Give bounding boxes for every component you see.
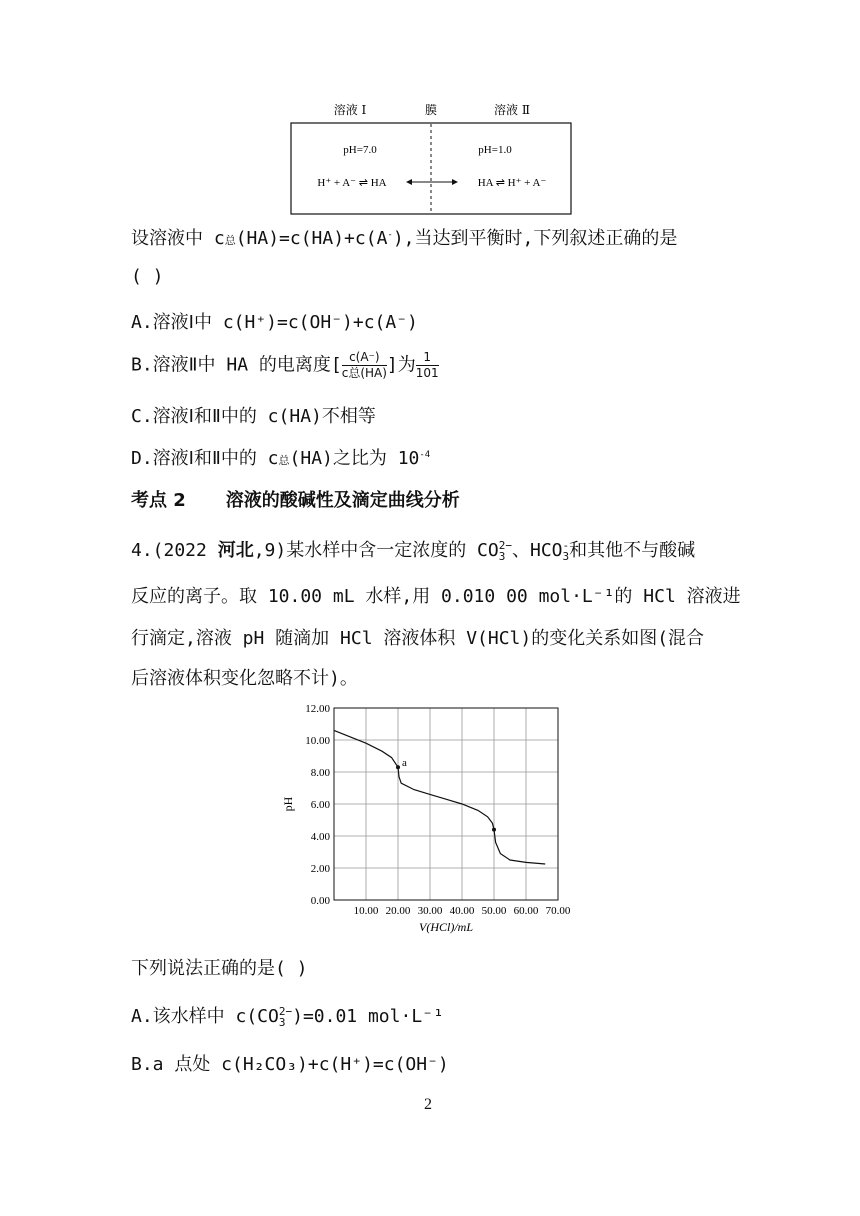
q4-line-4: 后溶液体积变化忽略不计)。 xyxy=(131,668,358,689)
y-axis-label: pH xyxy=(281,796,295,812)
label-solution-2: 溶液 Ⅱ xyxy=(494,103,530,117)
x-tick-label: 50.00 xyxy=(481,905,507,917)
y-tick-label: 4.00 xyxy=(310,831,330,843)
section-title: 溶液的酸碱性及滴定曲线分析 xyxy=(225,490,460,511)
y-tick-label: 12.00 xyxy=(305,703,330,715)
q4-line-3: 行滴定,溶液 pH 随滴加 HCl 溶液体积 V(HCl)的变化关系如图(混合 xyxy=(131,628,705,649)
q3-option-c: C.溶液Ⅰ和Ⅱ中的 c(HA)不相等 xyxy=(131,406,376,427)
data-point xyxy=(396,765,400,769)
y-tick-label: 10.00 xyxy=(305,735,330,747)
section-heading xyxy=(131,486,460,512)
value-fraction: $\frac{1}{101}$ xyxy=(415,350,439,380)
q3-stem: 设溶液中 c总(HA)=c(HA)+c(A-),当达到平衡时,下列叙述正确的是 xyxy=(131,228,678,249)
arrow-head-left xyxy=(406,179,412,185)
q3-option-a: A.溶液Ⅰ中 c(H⁺)=c(OH⁻)+c(A⁻) xyxy=(131,312,418,333)
label-solution-1: 溶液 Ⅰ xyxy=(333,103,367,117)
q3-option-d: D.溶液Ⅰ和Ⅱ中的 c总(HA)之比为 $10^{-4}$ xyxy=(131,448,431,469)
y-tick-label: 2.00 xyxy=(310,863,330,875)
q4-line-2: 反应的离子。取 10.00 mL 水样,用 0.010 00 mol·L⁻¹的 HCl 溶液进 xyxy=(131,586,741,607)
y-tick-label: 0.00 xyxy=(310,895,330,907)
x-tick-label: 10.00 xyxy=(353,905,379,917)
x-tick-label: 40.00 xyxy=(449,905,475,917)
page-number: 2 xyxy=(424,1096,432,1113)
q3-option-b: B.溶液Ⅱ中 HA 的电离度[ $\frac{c(A^-)}{\text{c总(HA)}}$ ]为 $\frac{1}{101}$ xyxy=(131,350,439,380)
x-tick-label: 60.00 xyxy=(513,905,539,917)
data-point xyxy=(492,828,496,832)
q4-prompt: 下列说法正确的是( ) xyxy=(131,958,308,979)
titration-chart xyxy=(268,698,588,938)
x-tick-label: 70.00 xyxy=(545,905,571,917)
q4-line-1: 4.(2022 河北,9)某水样中含一定浓度的 CO 2− 3 、HCO - 3 和其他不与酸碱 xyxy=(131,539,696,563)
y-tick-label: 6.00 xyxy=(310,799,330,811)
q4-option-b: B.a 点处 c(H₂CO₃)+c(H⁺)=c(OH⁻) xyxy=(131,1054,449,1075)
ph-left: pH=7.0 xyxy=(343,144,377,156)
x-tick-label: 30.00 xyxy=(417,905,443,917)
membrane-diagram xyxy=(290,98,572,216)
titration-chart-svg xyxy=(268,698,588,938)
point-label: a xyxy=(402,757,407,770)
x-axis-label: V(HCl)/mL xyxy=(419,920,473,934)
ph-right: pH=1.0 xyxy=(478,144,512,156)
equilibrium-left: H⁺ + A⁻ ⇌ HA xyxy=(317,177,387,189)
x-tick-label: 20.00 xyxy=(385,905,411,917)
y-tick-label: 8.00 xyxy=(310,767,330,779)
label-membrane: 膜 xyxy=(424,103,438,117)
q4-option-a: A.该水样中 c(CO 2− 3 )=0.01 mol·L⁻¹ xyxy=(131,1005,444,1029)
ionization-fraction: $\frac{c(A^-)}{\text{c总(HA)}}$ xyxy=(341,350,387,380)
membrane-diagram-svg xyxy=(290,98,572,216)
q3-answer-paren: ( ) xyxy=(131,266,164,287)
equilibrium-right: HA ⇌ H⁺ + A⁻ xyxy=(477,177,547,189)
section-label: 考点 2 xyxy=(131,490,186,511)
arrow-head-right xyxy=(452,179,458,185)
